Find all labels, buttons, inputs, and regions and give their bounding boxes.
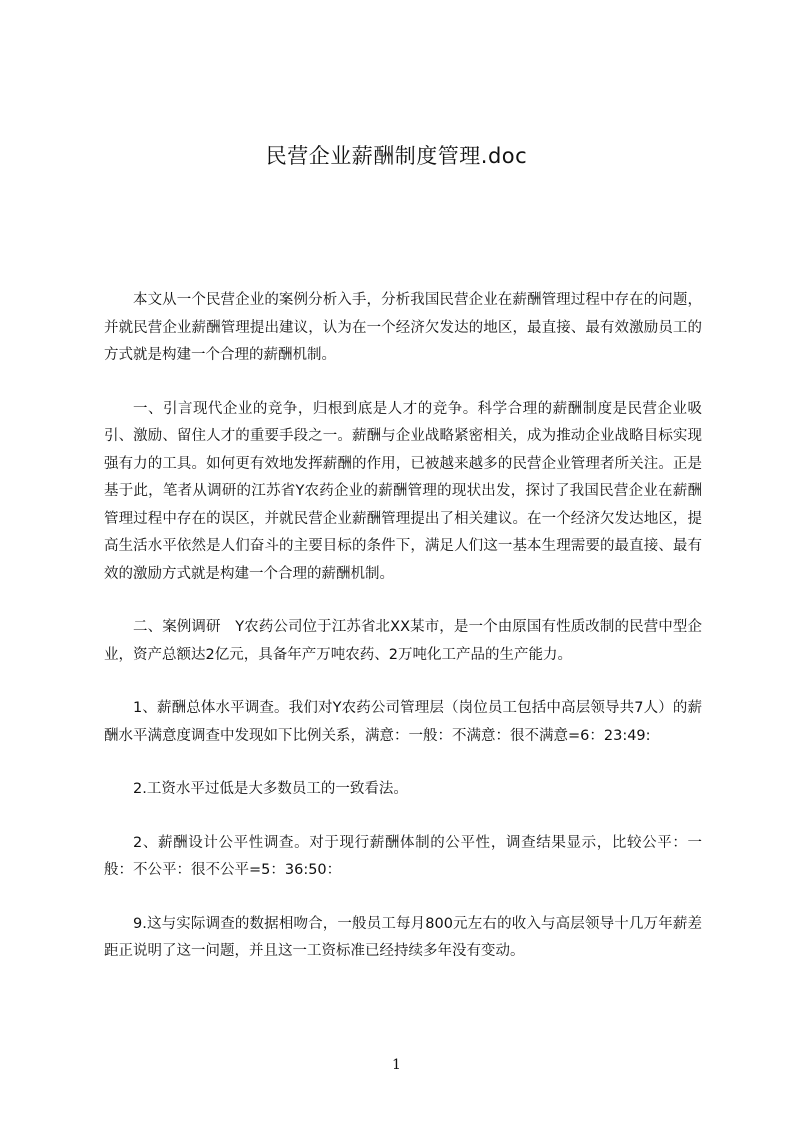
paragraph-case-study: 二、案例调研 Y农药公司位于江苏省北XX某市，是一个由原国有性质改制的民营中型企业，资产总额达2亿元，具备年产万吨农药、2万吨化工产品的生产能力。 [104,619,702,663]
paragraph-abstract: 本文从一个民营企业的案例分析入手，分析我国民营企业在薪酬管理过程中存在的问题，并就民营企业薪酬管理提出建议，认为在一个经济欠发达的地区，最直接、最有效激励员工的方式就是构建一个合理的薪酬机制。 [104,292,702,363]
paragraph-introduction: 一、引言现代企业的竞争，归根到底是人才的竞争。科学合理的薪酬制度是民营企业吸引、激励、留住人才的重要手段之一。薪酬与企业战略紧密相关，成为推动企业战略目标实现强有力的工具。如何更有效地发挥薪酬的作用，已被越来越多的民营企业管理者所关注。正是基于此，笔者从调研的江苏省Y农药企业的薪酬管理的现状出发，探讨了我国民营企业在薪酬管理过程中存在的误区，并就民营企业薪酬管理提出了相关建议。在一个经济欠发达地区，提高生活水平依然是人们奋斗的主要目标的条件下，满足人们这一基本生理需要的最直接、最有效的激励方式就是构建一个合理的薪酬机制。 [104,400,702,582]
paragraph-wage-level-opinion: 2.工资水平过低是大多数员工的一致看法。 [133,781,408,797]
paragraph-fairness-survey: 2、薪酬设计公平性调查。对于现行薪酬体制的公平性，调查结果显示，比较公平：一般：不公平：很不公平=5：36:50： [104,834,702,878]
document-title: 民营企业薪酬制度管理.doc [265,144,528,168]
page-number: 1 [392,1057,401,1073]
document-body [104,287,702,992]
paragraph-data-consistency: 9.这与实际调查的数据相吻合，一般员工每月800元左右的收入与高层领导十几万年薪差距正说明了这一问题，并且这一工资标准已经持续多年没有变动。 [104,915,702,959]
paragraph-salary-level-survey: 1、薪酬总体水平调查。我们对Y农药公司管理层（岗位员工包括中高层领导共7人）的薪酬水平满意度调查中发现如下比例关系，满意：一般：不满意：很不满意=6：23:49: [104,700,702,744]
